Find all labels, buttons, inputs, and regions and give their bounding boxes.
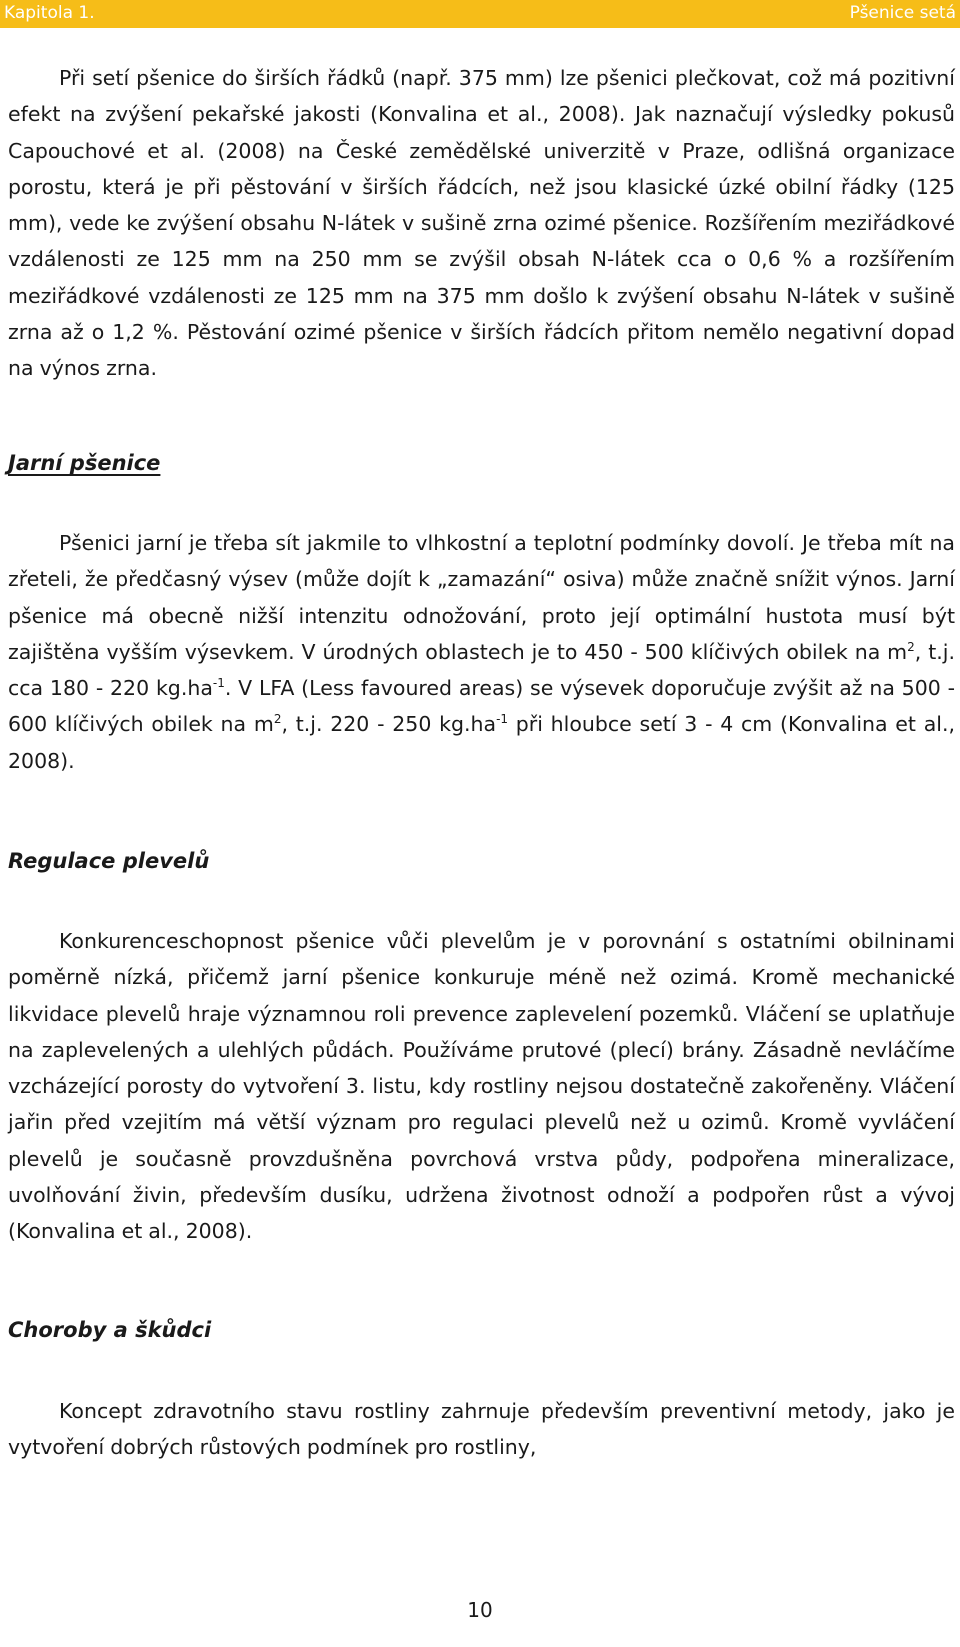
- section-label: Pšenice setá: [849, 3, 956, 23]
- chapter-label: Kapitola 1.: [4, 3, 95, 23]
- text-run: Pšenici jarní je třeba sít jakmile to vlhkostní a teplotní podmínky dovolí. Je třeba mít na zřeteli, že předčasný výsev (může dojít k „zamazání“ osiva) může značně snížit výnos. Jarní pšenice má obecně nižší intenzitu odnožování, proto její optimální hustota musí být zajištěna vyšším výsevkem. V úrodných oblastech je to 450 - 500 klíčivých obilek na m: [8, 531, 955, 664]
- superscript: 2: [907, 640, 915, 655]
- superscript: -1: [496, 712, 509, 727]
- superscript: 2: [273, 712, 282, 727]
- text-run: , t.j. cca 180 - 220 kg.ha: [8, 639, 955, 701]
- paragraph-spring-wheat: [8, 525, 955, 779]
- paragraph-row-spacing: Při setí pšenice do širších řádků (např. 375 mm) lze pšenici plečkovat, což má pozitivní efekt na zvýšení pekařské jakosti (Konvalina et al., 2008). Jak naznačují výsledky pokusů Capouchové et al. (2008) na České zemědělské univerzitě v Praze, odlišná organizace porostu, která je při pěstování v širších řádcích, než jsou klasické úzké obilní řádky (125 mm), vede ke zvýšení obsahu N-látek v sušině zrna ozimé pšenice. Rozšířením meziřádkové vzdálenosti ze 125 mm na 250 mm se zvýšil obsah N-látek cca o 0,6 % a rozšířením meziřádkové vzdálenosti ze 125 mm na 375 mm došlo k zvýšení obsahu N-látek v sušině zrna až o 1,2 %. Pěstování ozimé pšenice v širších řádcích přitom nemělo negativní dopad na výnos zrna.: [8, 66, 955, 381]
- heading-spring-wheat: Jarní pšenice: [8, 451, 161, 475]
- heading-weed-control: Regulace plevelů: [8, 849, 210, 873]
- page-number: 10: [467, 1598, 493, 1622]
- header-bar: [0, 0, 960, 28]
- text-run: . V LFA (Less favoured areas) se výsevek doporučuje zvýšit až na 500 - 600 klíčivých obilek na m: [8, 676, 955, 737]
- paragraph-plant-health: Koncept zdravotního stavu rostliny zahrnuje především preventivní metody, jako je vytvoření dobrých růstových podmínek pro rostliny,: [8, 1399, 955, 1460]
- text-run: při hloubce setí 3 - 4 cm (Konvalina et al., 2008).: [8, 712, 955, 773]
- text-run: , t.j. 220 - 250 kg.ha: [281, 712, 497, 737]
- heading-diseases-pests: Choroby a škůdci: [8, 1318, 212, 1342]
- superscript: -1: [212, 676, 225, 691]
- paragraph-weed-control: Konkurenceschopnost pšenice vůči plevelům je v porovnání s ostatními obilninami poměrně nízká, přičemž jarní pšenice konkuruje méně než ozimá. Kromě mechanické likvidace plevelů hraje významnou roli prevence zaplevelení pozemků. Vláčení se uplatňuje na zaplevelených a ulehlých půdách. Používáme prutové (plecí) brány. Zásadně nevláčíme vzcházející porosty do vytvoření 3. listu, kdy rostliny nejsou dostatečně zakořeněny. Vláčení jařin před vzejitím má větší význam pro regulaci plevelů než u ozimů. Kromě vyvláčení plevelů je současně provzdušněna povrchová vrstva půdy, podpořena mineralizace, uvolňování živin, především dusíku, udržena životnost odnoží a podpořen růst a vývoj (Konvalina et al., 2008).: [8, 929, 955, 1244]
